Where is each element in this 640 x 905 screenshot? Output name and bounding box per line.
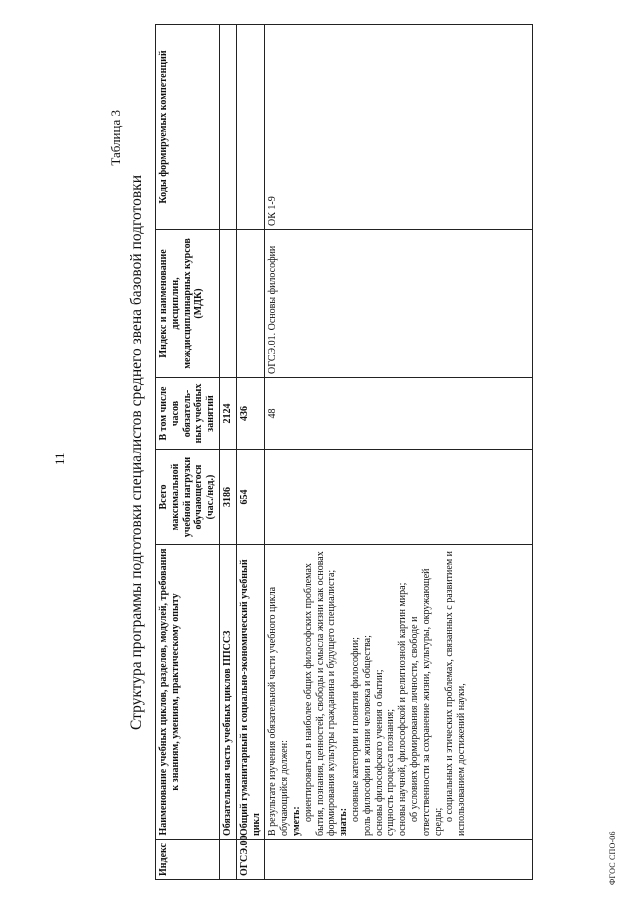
header-competencies: Коды формируемых компетенций	[156, 25, 220, 230]
cell-obligatory: 48	[265, 378, 533, 450]
header-row	[156, 25, 220, 880]
skills-label: уметь:	[290, 806, 302, 836]
header-max-load: Всего максимальной учебной нагрузки обучающегося (час./нед.)	[156, 450, 220, 545]
description-intro: В результате изучения обязательной части учебного цикла обучающийся должен:	[267, 586, 291, 836]
knowledge-label: знать:	[338, 807, 350, 836]
cell-mdk: ОГСЭ.01. Основы философии	[265, 230, 533, 378]
cell-index	[265, 840, 533, 880]
cell-max	[265, 450, 533, 545]
table-row	[236, 25, 265, 880]
header-mdk: Индекс и наименование дисциплин, междисциплинарных курсов (МДК)	[156, 230, 220, 378]
knowledge-item: роль философии в жизни человека и общества;	[361, 635, 373, 836]
cell-index: ОГСЭ.00	[236, 840, 265, 880]
header-index: Индекс	[156, 840, 220, 880]
cell-competencies	[219, 25, 236, 230]
cell-max: 654	[236, 450, 265, 545]
knowledge-item: об условиях формирования личности, свободе и ответственности за сохранение жизни, культуры, окружающей среды;	[408, 568, 444, 836]
cell-obligatory: 2124	[219, 378, 236, 450]
cell-mdk	[236, 230, 265, 378]
cell-obligatory: 436	[236, 378, 265, 450]
cell-description	[265, 545, 533, 840]
header-name: Наименование учебных циклов, разделов, модулей, требования к знаниям, умениям, практическому опыту	[156, 545, 220, 840]
cell-max: 3186	[219, 450, 236, 545]
cell-mdk	[219, 230, 236, 378]
table-row	[265, 25, 533, 880]
footer-code: ФГОС СПО-06	[608, 831, 617, 885]
knowledge-item: основы научной, философской и религиозной картин мира;	[397, 582, 409, 836]
knowledge-item: о социальных и этических проблемах, связанных с развитием и использованием достижений науки,	[444, 550, 468, 836]
document-title: Структура программы подготовки специалистов среднего звена базовой подготовки	[128, 174, 145, 731]
cell-name: Общий гуманитарный и социально-экономический учебный цикл	[236, 545, 265, 840]
cell-index	[219, 840, 236, 880]
knowledge-item: сущность процесса познания;	[385, 709, 397, 836]
page-number: 11	[52, 452, 67, 465]
table-label: Таблица 3	[108, 110, 123, 166]
knowledge-item: основы философского учения о бытии;	[373, 669, 385, 836]
header-obligatory: В том числе часов обязатель-ных учебных занятий	[156, 378, 220, 450]
knowledge-item: основные категории и понятия философии;	[349, 637, 361, 822]
structure-table	[155, 24, 533, 880]
skills-text: ориентироваться в наиболее общих философских проблемах бытия, познания, ценностей, свободы и смысла жизни как основах формирования культуры гражданина и будущего специалиста;	[302, 551, 338, 836]
cell-name: Обязательная часть учебных циклов ППССЗ	[219, 545, 236, 840]
cell-competencies: ОК 1-9	[265, 25, 533, 230]
table-row	[219, 25, 236, 880]
cell-competencies	[236, 25, 265, 230]
